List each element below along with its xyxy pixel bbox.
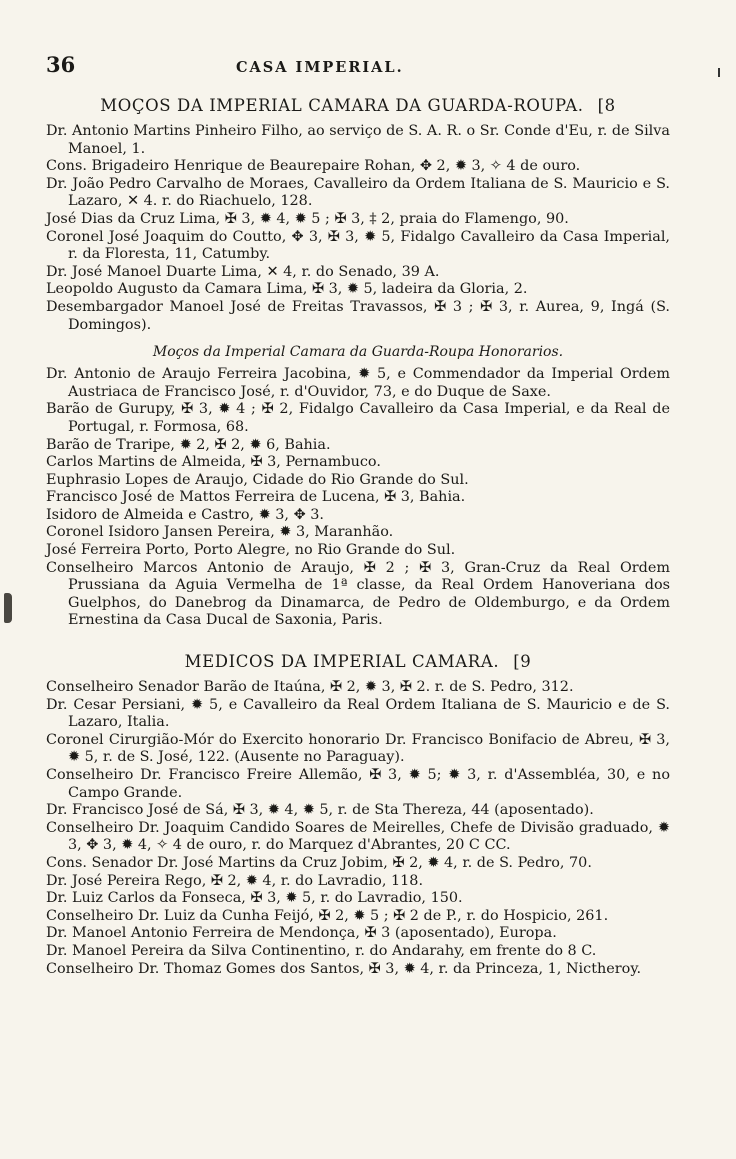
list-item: Conselheiro Dr. Joaquim Candido Soares de Meirelles, Chefe de Divisão graduado, ✹ 3, ✥ 3, ✹ 4, ✧ 4 de ouro, r. do Marquez d'Abrantes, 20 C CC. — [46, 819, 670, 854]
list-item: José Dias da Cruz Lima, ✠ 3, ✹ 4, ✹ 5 ; ✠ 3, ‡ 2, praia do Flamengo, 90. — [46, 210, 569, 227]
list-item: Barão de Traripe, ✹ 2, ✠ 2, ✹ 6, Bahia. — [46, 436, 331, 453]
list-item: Conselheiro Marcos Antonio de Araujo, ✠ 2 ; ✠ 3, Gran-Cruz da Real Ordem Prussiana da Aguia Vermelha de 1ª classe, da Real Ordem Hanoveriana dos Guelphos, do Danebrog da Dinamarca, de Pedro de Oldemburgo, e da Ordem Ernestina da Casa Ducal de Saxonia, Paris. — [46, 559, 670, 629]
section-subtitle-honorarios: Moços da Imperial Camara da Guarda-Roupa Honorarios. — [152, 344, 564, 361]
list-item: Coronel José Joaquim do Coutto, ✥ 3, ✠ 3, ✹ 5, Fidalgo Cavalleiro da Casa Imperial, r. da Floresta, 11, Catumby. — [46, 228, 670, 263]
list-item: Dr. Luiz Carlos da Fonseca, ✠ 3, ✹ 5, r. do Lavradio, 150. — [46, 890, 463, 907]
section-number: [9 — [513, 652, 532, 672]
section-title-text: MOÇOS DA IMPERIAL CAMARA DA GUARDA-ROUPA. — [100, 96, 584, 115]
list-item: Conselheiro Senador Barão de Itaúna, ✠ 2, ✹ 3, ✠ 2. r. de S. Pedro, 312. — [46, 679, 574, 696]
entry-list-medicos — [46, 679, 670, 978]
section-title-guarda-roupa — [46, 96, 670, 115]
list-item: Dr. Manoel Antonio Ferreira de Mendonça, ✠ 3 (aposentado), Europa. — [46, 925, 557, 942]
list-item: Euphrasio Lopes de Araujo, Cidade do Rio Grande do Sul. — [46, 471, 469, 488]
running-title: CASA IMPERIAL. — [236, 59, 404, 76]
list-item: Dr. Antonio de Araujo Ferreira Jacobina, ✹ 5, e Commendador da Imperial Ordem Austriaca de Francisco José, r. d'Ouvidor, 73, e do Duque de Saxe. — [46, 366, 670, 400]
list-item: Dr. José Manoel Duarte Lima, ✕ 4, r. do Senado, 39 A. — [46, 263, 440, 280]
list-item: Desembargador Manoel José de Freitas Travassos, ✠ 3 ; ✠ 3, r. Aurea, 9, Ingá (S. Domingos). — [46, 298, 670, 333]
list-item: Barão de Gurupy, ✠ 3, ✹ 4 ; ✠ 2, Fidalgo Cavalleiro da Casa Imperial, e da Real de Portugal, r. Formosa, 68. — [46, 401, 670, 435]
section-title-text: MEDICOS DA IMPERIAL CAMARA. — [184, 652, 500, 672]
entry-list-guarda-roupa — [46, 123, 670, 334]
list-item: Coronel Cirurgião-Mór do Exercito honorario Dr. Francisco Bonifacio de Abreu, ✠ 3, ✹ 5, r. de S. José, 122. (Ausente no Paraguay). — [46, 731, 670, 766]
list-item: Leopoldo Augusto da Camara Lima, ✠ 3, ✹ 5, ladeira da Gloria, 2. — [46, 281, 528, 298]
list-item: Conselheiro Dr. Francisco Freire Allemão, ✠ 3, ✹ 5; ✹ 3, r. d'Assembléa, 30, e no Campo Grande. — [46, 767, 670, 801]
list-item: Conselheiro Dr. Luiz da Cunha Feijó, ✠ 2, ✹ 5 ; ✠ 2 de P., r. do Hospicio, 261. — [46, 907, 609, 924]
list-item: Cons. Brigadeiro Henrique de Beaurepaire Rohan, ✥ 2, ✹ 3, ✧ 4 de ouro. — [46, 158, 581, 175]
section-gap — [46, 630, 670, 648]
list-item: Carlos Martins de Almeida, ✠ 3, Pernambuco. — [46, 454, 381, 471]
list-item: Dr. Francisco José de Sá, ✠ 3, ✹ 4, ✹ 5, r. de Sta Thereza, 44 (aposentado). — [46, 802, 594, 819]
list-item: Dr. Manoel Pereira da Silva Continentino, r. do Andarahy, em frente do 8 C. — [46, 942, 597, 959]
list-item: Dr. Antonio Martins Pinheiro Filho, ao serviço de S. A. R. o Sr. Conde d'Eu, r. de Silva Manoel, 1. — [46, 123, 670, 157]
running-head — [46, 52, 670, 92]
list-item: José Ferreira Porto, Porto Alegre, no Rio Grande do Sul. — [46, 542, 456, 559]
page-number: 36 — [46, 52, 76, 77]
list-item: Dr. João Pedro Carvalho de Moraes, Cavalleiro da Ordem Italiana de S. Mauricio e S. Lazaro, ✕ 4. r. do Riachuelo, 128. — [46, 175, 670, 210]
section-number: [8 — [597, 96, 616, 115]
list-item: Isidoro de Almeida e Castro, ✹ 3, ✥ 3. — [46, 506, 324, 523]
list-item: Conselheiro Dr. Thomaz Gomes dos Santos, ✠ 3, ✹ 4, r. da Princeza, 1, Nictheroy. — [46, 960, 642, 977]
list-item: Francisco José de Mattos Ferreira de Lucena, ✠ 3, Bahia. — [46, 489, 466, 506]
list-item: Cons. Senador Dr. José Martins da Cruz Jobim, ✠ 2, ✹ 4, r. de S. Pedro, 70. — [46, 854, 592, 871]
list-item: Coronel Isidoro Jansen Pereira, ✹ 3, Maranhão. — [46, 524, 394, 541]
list-item: Dr. Cesar Persiani, ✹ 5, e Cavalleiro da Real Ordem Italiana de S. Mauricio e de S. Lazaro, Italia. — [46, 696, 670, 731]
list-item: Dr. José Pereira Rego, ✠ 2, ✹ 4, r. do Lavradio, 118. — [46, 872, 424, 889]
entry-list-honorarios — [46, 366, 670, 630]
margin-ink-mark — [4, 593, 12, 623]
margin-tick-mark — [718, 68, 720, 77]
section-title-medicos — [46, 652, 670, 671]
